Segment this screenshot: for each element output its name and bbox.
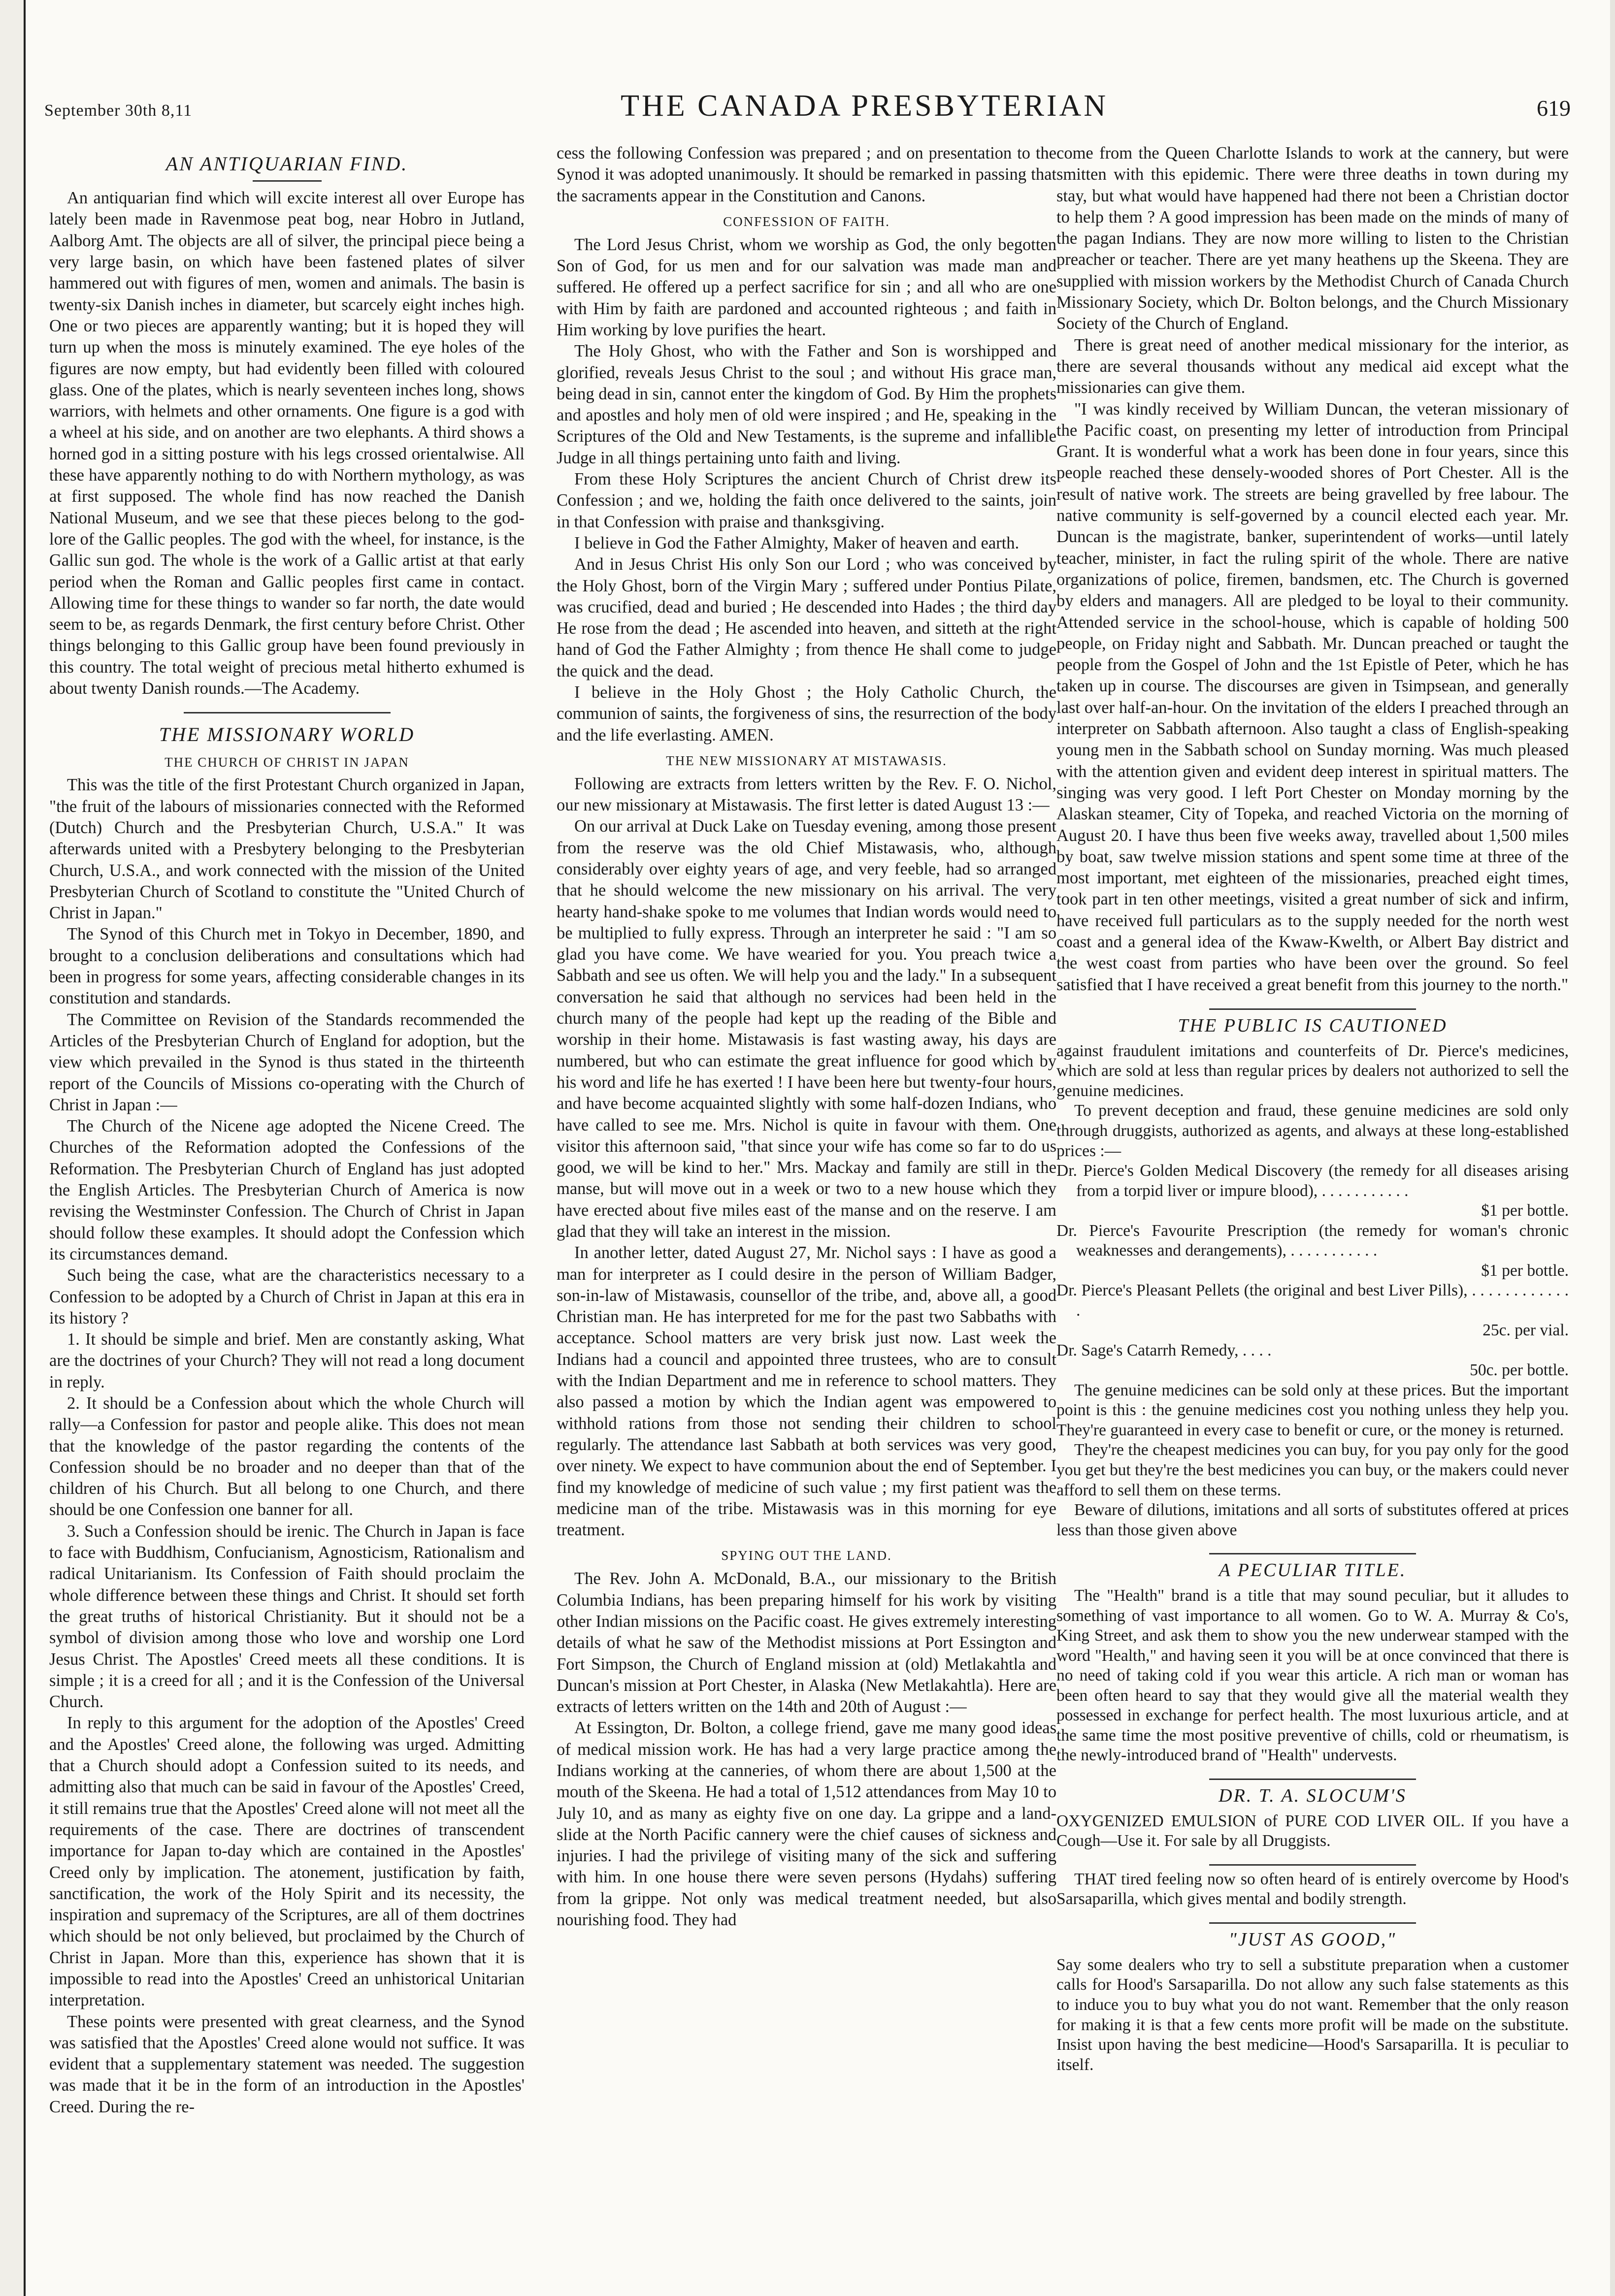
slocum-ad-heading: DR. T. A. SLOCUM'S (1219, 1785, 1407, 1806)
mistawasis-heading: THE NEW MISSIONARY AT MISTAWASIS. (666, 753, 947, 768)
product-name: Dr. Pierce's Pleasant Pellets (the original and best Liver Pills), . . . . . . . . . . . . . (1056, 1281, 1569, 1320)
article-paragraph: In another letter, dated August 27, Mr. Nichol says : I have as good a man for interpreter as I could desire in the person of William Badger, son-in-law of Mistawasis, counsellor of the tribe, and, above all, a good Christian man. He has interpreted for me for the past two Sabbaths with acceptance. School matters are very brisk just now. Last week the Indians had a council and appointed three trustees, who are to consult with the Indian Department and me in reference to school matters. They also passed a motion by which the Indian agent was empowered to withhold rations from those not sending their children to school regularly. The attendance last Sabbath at both services was very good, over ninety. We expect to have communion about the end of September. I find my knowledge of medicine of such value ; my first patient was the medicine man of the tribe. Mistawasis was in this morning for eye treatment. (557, 1243, 1056, 1540)
product-price: $1 per bottle. (1481, 1201, 1569, 1220)
product-name: Dr. Sage's Catarrh Remedy, . . . . (1056, 1341, 1272, 1359)
article-paragraph: "I was kindly received by William Duncan, the veteran missionary of the Pacific coast, on presenting my letter of introduction from Principal Grant. It is wonderful what a work has been done in four years, since this people reached these densely-wooded shores of Port Chester. All is the result of native work. The streets are being gravelled by free labour. The native community is self-governed by a council elected each year. Mr. Duncan is the magistrate, banker, superintendent of works—until lately teacher, minister, in fact the ruling spirit of the whole. There are native organizations of police, firemen, bandsmen, etc. The Church is governed by elders and managers. All are pledged to be loyal to their community. Attended service in the school-house, which is capable of holding 500 people, on Friday night and Sabbath. Mr. Duncan preached or taught the people from the Gospel of John and the 1st Epistle of Peter, which he has taken up in course. The discourses are given in Tsimpsean, and generally last over half-an-hour. On the invitation of the elders I preached through an interpreter on Sabbath afternoon. Also taught a class of English-speaking young men in the Sabbath school on Sunday morning. Was much pleased with the attention given and evident deep interest in spiritual matters. The singing was very good. I left Port Chester on Monday morning by the Alaskan steamer, City of Topeka, and reached Victoria on the morning of August 20. I have thus been five weeks away, travelled about 1,500 miles by boat, saw twelve mission stations and spent some time at three of the most important, met eighteen of the missionaries, preached eight times, took part in ten other meetings, visited a great number of sick and infirm, have received full particulars as to the supply needed for the north west coast and a general idea of the Kwaw-Kwelth, or Albert Bay district and the west coast from parties who have been over the ground. So feel satisfied that I have received a great benefit from this journey to the north." (1056, 399, 1569, 994)
confession-paragraph: The Lord Jesus Christ, whom we worship as God, the only begotten Son of God, for us men and for our salvation was made man and suffered. He offered up a perfect sacrifice for sin ; and all who are one with Him by faith are pardoned and accounted righteous ; and faith in Him working by love purifies the heart. (557, 235, 1056, 339)
spying-heading: SPYING OUT THE LAND. (721, 1548, 892, 1563)
divider (184, 712, 391, 713)
japan-church-subheading: THE CHURCH OF CHRIST IN JAPAN (165, 754, 409, 770)
article-paragraph: These points were presented with great clearness, and the Synod was satisfied that the Apostles' Creed alone would not suffice. It was evident that a supplementary statement was needed. The suggestion was made that it be in the form of an introduction in the Apostles' Creed. During the re- (49, 2012, 525, 2116)
article-paragraph: On our arrival at Duck Lake on Tuesday evening, among those present from the reserve was the old Chief Mistawasis, who, although considerably over eighty years of age, and very feeble, had so arranged that he should welcome the new missionary on his arrival. The very hearty hand-shake spoke to me volumes that Indian words would need to be multiplied to fully express. Through an interpreter he said : "I am so glad you have come. We have wearied for you. You preach twice a Sabbath and see us often. We will help you and the lady." In a subsequent conversation he said that although no services had been held in the church many of the people had kept up the reading of the Bible and worship in their home. Mistawasis is fast wasting away, his days are numbered, but who can estimate the great influence for good which by his word and life he has exerted ! I have been here but twenty-four hours, and have become acquainted slightly with some half-dozen Indians, who have called to see me. Mrs. Nichol is quite in favour with them. One visitor this afternoon said, "that since your wife has come so far to do us good, we will be kind to her." Mrs. Mackay and family are still in the manse, but will move out in a week or two to a new house which they have erected about five miles east of the manse and on the reserve. I am glad that they will take an interest in the mission. (557, 817, 1056, 1241)
adjacent-page-edge (0, 0, 26, 2296)
article-paragraph: 2. It should be a Confession about which the whole Church will rally—a Confession for pastor and people alike. This does not mean that the knowledge of the pastor regarding the contents of the Confession should be no broader and no deeper than that of the children of his Church. But all belong to one Church, and there should be one Confession one banner for all. (49, 1393, 525, 1520)
product-price: 50c. per bottle. (1470, 1361, 1569, 1380)
just-as-good-heading: "JUST AS GOOD," (1228, 1929, 1397, 1950)
issue-date: September 30th 8,11 (44, 101, 193, 120)
health-advertisement (1056, 1559, 1569, 1766)
article-paragraph: 3. Such a Confession should be irenic. The Church in Japan is face to face with Buddhism, Confucianism, Agnosticism, Rationalism and radical Unitarianism. Its Confession of Faith should proclaim the whole difference between these things and Christ. It should set forth the great truths of historical Christianity. But it should not be a symbol of division among those who love and worship one Lord Jesus Christ. The Apostles' Creed meets all these conditions. It is simple ; it is a creed for all ; and it is the Confession of the Universal Church. (49, 1521, 525, 1712)
article-paragraph: The Synod of this Church met in Tokyo in December, 1890, and brought to a conclusion deliberations and consultations which had been in progress for some years, affecting considerable changes in its constitution and standards. (49, 925, 525, 1008)
divider (1209, 1864, 1416, 1866)
price-item (1056, 1161, 1569, 1221)
slocum-advertisement (1056, 1785, 1569, 1851)
article-paragraph: cess the following Confession was prepared ; and on presentation to the Synod it was adopted unanimously. It should be remarked in passing that the sacraments appear in the Constitution and Canons. (557, 144, 1056, 205)
article-paragraph: Such being the case, what are the characteristics necessary to a Confession to be adopted by a Church of Christ in Japan at this era in its history ? (49, 1266, 525, 1327)
article-paragraph: Following are extracts from letters written by the Rev. F. O. Nichol, our new missionary at Mistawasis. The first letter is dated August 13 :— (557, 774, 1056, 815)
article-paragraph: There is great need of another medical missionary for the interior, as there are several thousands without any medical aid except what the missionaries can give them. (1056, 335, 1569, 397)
ad-text: Say some dealers who try to sell a substitute preparation when a customer calls for Hood's Sarsaparilla. Do not allow any such false statements as this to induce you to buy what you do not want. Remember that the only reason for making it is that a few cents more profit will be made on the substitute. Insist upon having the best medicine—Hood's Sarsaparilla. It is peculiar to itself. (1056, 1955, 1569, 2074)
page-number: 619 (1537, 96, 1571, 121)
ad-text: THAT tired feeling now so often heard of is entirely overcome by Hood's Sarsaparilla, which gives mental and bodily strength. (1056, 1870, 1569, 1908)
price-item (1056, 1221, 1569, 1281)
product-price: 25c. per vial. (1483, 1321, 1569, 1340)
product-price: $1 per bottle. (1481, 1261, 1569, 1280)
confession-paragraph: And in Jesus Christ His only Son our Lord ; who was conceived by the Holy Ghost, born of the Virgin Mary ; suffered under Pontius Pilate, was crucified, dead and buried ; He descended into Hades ; the third day He rose from the dead ; He ascended into heaven, and sitteth at the right hand of God the Father Almighty ; from thence He shall come to judge the quick and the dead. (557, 555, 1056, 680)
just-as-good-advertisement (1056, 1929, 1569, 2075)
article-paragraph: The Church of the Nicene age adopted the Nicene Creed. The Churches of the Reformation adopted the Confessions of the Reformation. The Presbyterian Church of England has just adopted the English Articles. The Presbyterian Church of America is now revising the Westminster Confession. The Church of Christ in Japan should follow these examples. It should adopt the Confession which its circumstances demand. (49, 1117, 525, 1263)
ad-text: To prevent deception and fraud, these genuine medicines are sold only through druggists, authorized as agents, and always at these long-established prices :— (1056, 1101, 1569, 1160)
article-paragraph: The Committee on Revision of the Standards recommended the Articles of the Presbyterian Church of England for adoption, but the view which prevailed in the Synod is thus stated in the thirteenth report of the Councils of Missions co-operating with the Church of Christ in Japan :— (49, 1010, 525, 1114)
article-paragraph: The Rev. John A. McDonald, B.A., our missionary to the British Columbia Indians, has been preparing himself for his work by visiting other Indian missions on the Pacific coast. He gives extremely interesting details of what he saw of the Methodist missions at Port Essington and Fort Simpson, the Church of England mission at (old) Metlakahtla and Duncan's mission at Port Chester, in Alaska (New Metlakahtla). Here are extracts of letters written on the 14th and 20th of August :— (557, 1569, 1056, 1716)
antiquarian-text: An antiquarian find which will excite interest all over Europe has lately been made in Ravenmose peat bog, near Hobro in Jutland, Aalborg Amt. The objects are all of silver, the principal piece being a very large basin, on which have been fastened plates of silver hammered out with figures of men, women and animals. The basin is twenty-six Danish inches in diameter, but scarcely eight inches high. One or two pieces are apparently wanting; but it is hoped they will turn up when the moss is minutely examined. The eye holes of the figures are now empty, but had evidently been filled with coloured glass. One of the plates, which is nearly seventeen inches long, shows warriors, with helmets and other ornaments. One figure is a god with a wheel at his side, and on another are two elephants. A third shows a horned god in a sitting posture with his legs crossed orientalwise. All these have apparently nothing to do with Northern mythology, as was at first supposed. The whole find has now reached the Danish National Museum, and we see that these pieces belong to the god-lore of the Gallic peoples. The god with the wheel, for instance, is the Gallic sun god. The whole is the work of a Gallic artist at that early period when the Roman and Gallic peoples first came in contact. Allowing time for these things to wander so far north, the date would seem to be, as regards Denmark, the first century before Christ. Other things belonging to this Gallic group have been found previously in this country. The total weight of precious metal hitherto exhumed is about twenty Danish rounds.—The Academy. (49, 189, 525, 698)
article-paragraph: 1. It should be simple and brief. Men are constantly asking, What are the doctrines of your Church? They will not read a long document in reply. (49, 1330, 525, 1391)
confession-paragraph: From these Holy Scriptures the ancient Church of Christ drew its Confession ; and we, holding the faith once delivered to the saints, join in that Confession with praise and thanksgiving. (557, 470, 1056, 531)
page-edge-right (1610, 0, 1615, 2296)
divider (1209, 1553, 1416, 1554)
article-paragraph: In reply to this argument for the adoption of the Apostles' Creed and the Apostles' Creed alone, the following was urged. Admitting that a Church should adopt a Confession suited to its needs, and admitting also that much can be said in favour of the Apostles' Creed, it still remains true that the Apostles' Creed alone will not meet all the requirements of the case. There are doctrines of transcendent importance for Japan to-day which are contained in the Apostles' Creed only by implication. The atonement, justification by faith, sanctification, the work of the Holy Spirit and its necessity, the inspiration and supremacy of the Scriptures, are all of them doctrines which should be not only believed, but proclaimed by the Church of Christ in Japan. More than this, experience has shown that it is impossible to read into the Apostles' Creed an unhistorical Unitarian interpretation. (49, 1714, 525, 2010)
divider (1209, 1922, 1416, 1924)
confession-paragraph: I believe in God the Father Almighty, Maker of heaven and earth. (574, 533, 1020, 552)
hoods-advertisement (1056, 1870, 1569, 1909)
pierce-ad-heading: THE PUBLIC IS CAUTIONED (1178, 1015, 1448, 1036)
newspaper-title: THE CANADA PRESBYTERIAN (621, 89, 1109, 123)
ad-text: OXYGENIZED EMULSION of PURE COD LIVER OIL. If you have a Cough—Use it. For sale by all Druggists. (1056, 1811, 1569, 1850)
confession-heading: CONFESSION OF FAITH. (723, 214, 890, 229)
article-paragraph: At Essington, Dr. Bolton, a college friend, gave me many good ideas of medical mission work. He has had a very large practice among the Indians working at the canneries, of whom there are about 1,500 at the mouth of the Skeena. He had a total of 1,512 attendances from May 10 to July 10, and as many as eighty five on one day. La grippe and a land-slide at the North Pacific cannery were the chief causes of sickness and injuries. I had the privilege of visiting many of the sick and suffering with him. In one house there were seven persons (Hydahs) suffering from la grippe. Not only was medical treatment needed, but also nourishing food. They had (557, 1718, 1056, 1930)
confession-paragraph: I believe in the Holy Ghost ; the Holy Catholic Church, the communion of saints, the forgiveness of sins, the resurrection of the body and the life everlasting. AMEN. (557, 683, 1056, 744)
ad-text: The "Health" brand is a title that may sound peculiar, but it alludes to something of vast importance to all women. Go to W. A. Murray & Co's, King Street, and ask them to show you the new underwear stamped with the word "Health," and having seen it you will be at once convinced that there is no need of taking cold if you wear this article. A rich man or woman has been often heard to say that they would give all the material wealth they possessed in exchange for perfect health. The most luxurious article, and at the same time the most positive preventive of chills, cold or rheumatism, is the newly-introduced brand of "Health" undervests. (1056, 1586, 1569, 1765)
price-item (1056, 1281, 1569, 1341)
divider (1209, 1008, 1416, 1010)
column-2 (557, 143, 1056, 2285)
product-name: Dr. Pierce's Favourite Prescription (the remedy for woman's chronic weaknesses and derangements), . . . . . . . . . . . (1056, 1221, 1569, 1260)
column-1 (49, 143, 525, 2285)
product-name: Dr. Pierce's Golden Medical Discovery (the remedy for all diseases arising from a torpid liver or impure blood), . . . . . . . . . . . (1056, 1162, 1569, 1200)
column-3 (1056, 143, 1569, 2285)
page-header (44, 89, 1571, 143)
confession-paragraph: The Holy Ghost, who with the Father and Son is worshipped and glorified, reveals Jesus Christ to the soul ; and without His grace man, being dead in sin, cannot enter the kingdom of God. By Him the prophets and apostles and holy men of old were inspired ; and He, speaking in the Scriptures of the Old and New Testaments, is the supreme and infallible Judge in all things pertaining unto faith and living. (557, 342, 1056, 467)
article-paragraph: come from the Queen Charlotte Islands to work at the cannery, but were smitten with this epidemic. There were three deaths in town during my stay, but what would have happened had there not been a Christian doctor to help them ? A good impression has been made on the minds of many of the pagan Indians. They are now more willing to listen to the Christian preacher or teacher. There are yet many heathens up the Skeena. They are supplied with mission workers by the Methodist Church of Canada Church Missionary Society, which Dr. Bolton belongs, and the Church Missionary Society of the Church of England. (1056, 144, 1569, 333)
divider (1209, 1779, 1416, 1780)
ad-text: They're the cheapest medicines you can buy, for you pay only for the good you get but they're the best medicines you can buy, or the makers could never afford to sell them on these terms. (1056, 1441, 1569, 1499)
missionary-world-heading: THE MISSIONARY WORLD (159, 723, 415, 746)
health-ad-heading: A PECULIAR TITLE. (1219, 1560, 1407, 1581)
pierce-advertisement (1056, 1015, 1569, 1540)
ad-text: Beware of dilutions, imitations and all sorts of substitutes offered at prices less than those given above (1056, 1501, 1569, 1539)
article-paragraph: This was the title of the first Protestant Church organized in Japan, "the fruit of the labours of missionaries connected with the Reformed (Dutch) Church and the Presbyterian Church, U.S.A." It was afterwards united with a Presbytery belonging to the Presbyterian Church, U.S.A., and work connected with the mission of the United Presbyterian Church of Scotland to constitute the "United Church of Christ in Japan." (49, 776, 525, 923)
divider (253, 180, 322, 182)
antiquarian-heading: AN ANTIQUARIAN FIND. (165, 153, 408, 175)
ad-text: The genuine medicines can be sold only at these prices. But the important point is this : the genuine medicines cost you nothing unless they help you. They're guaranteed in every case to benefit or cure, or the money is returned. (1056, 1381, 1569, 1439)
price-item (1056, 1341, 1569, 1381)
ad-text: against fraudulent imitations and counterfeits of Dr. Pierce's medicines, which are sold at less than regular prices by dealers not authorized to sell the genuine medicines. (1056, 1041, 1569, 1100)
